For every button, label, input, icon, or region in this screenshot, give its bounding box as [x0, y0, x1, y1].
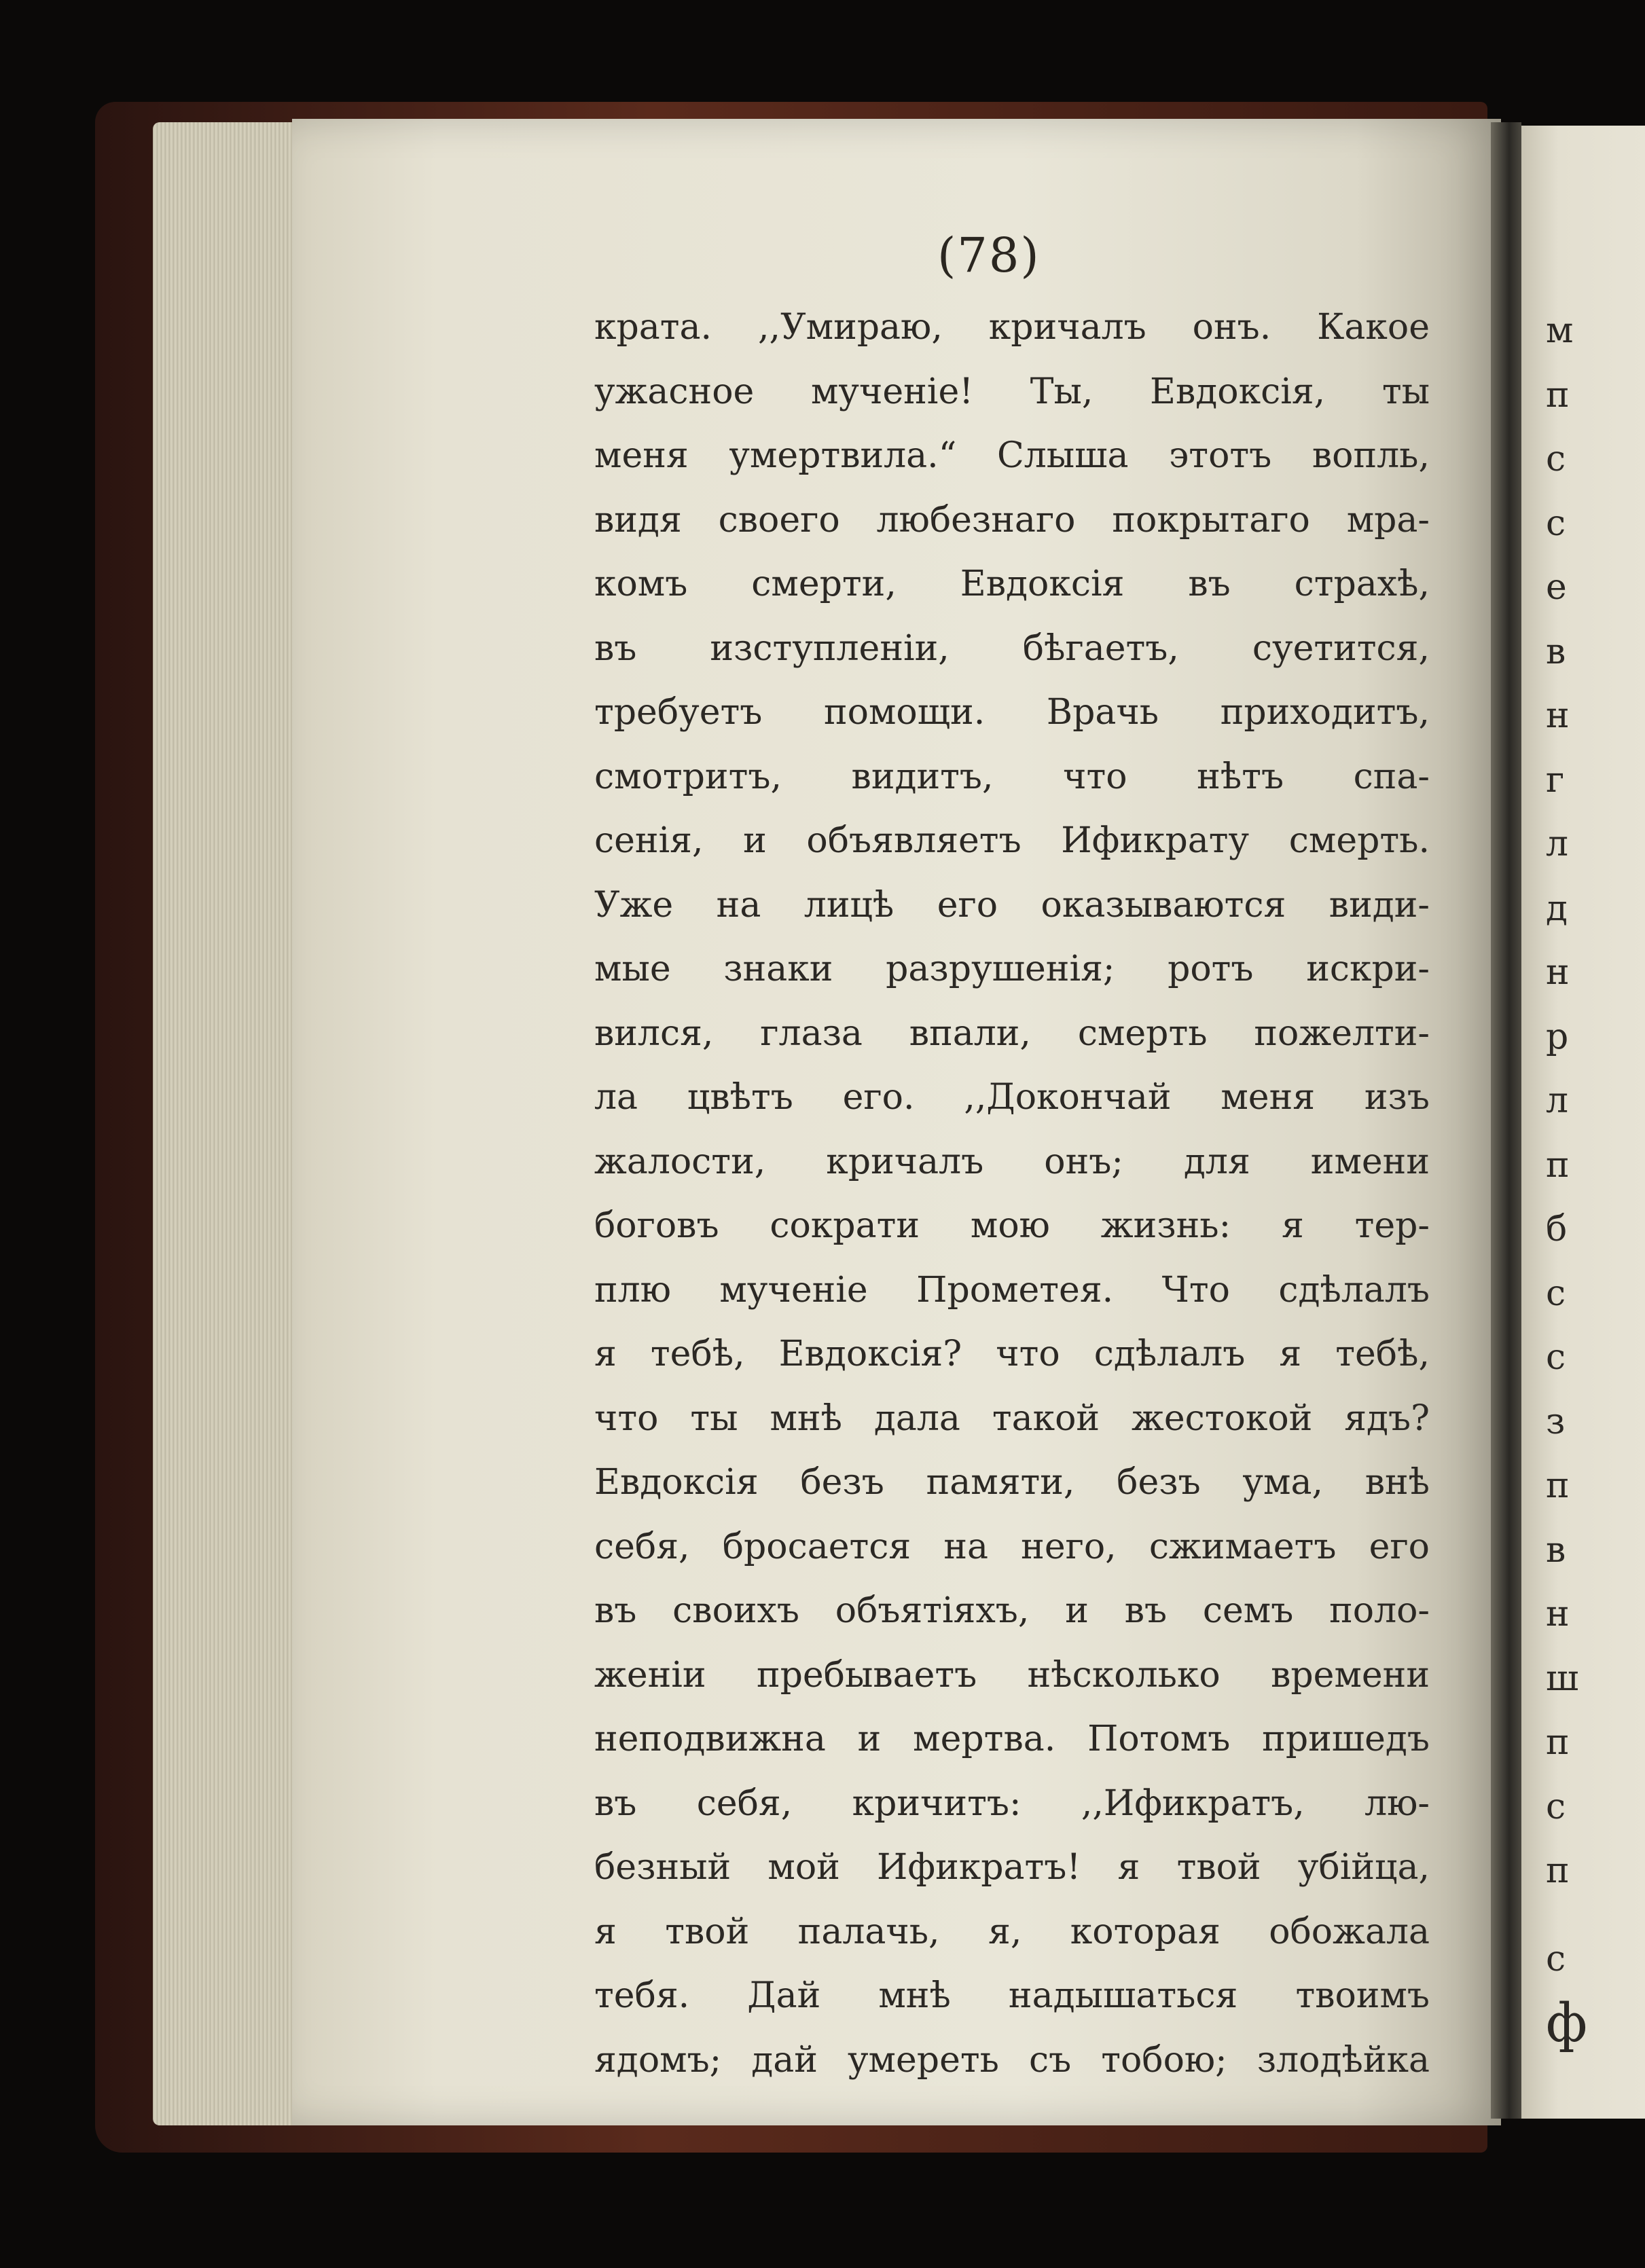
text-line: ла цвѣтъ его. ,,Докончай меня изъ — [594, 1077, 1430, 1118]
right-page-fragment: л — [1546, 1080, 1569, 1121]
right-page-fragment: с — [1546, 1939, 1566, 1979]
text-line: въ себя, кричитъ: ,,Ификратъ, лю- — [594, 1782, 1430, 1824]
text-line: крата. ,,Умираю, кричалъ онъ. Какое — [594, 307, 1430, 348]
text-line: требуетъ помощи. Врачь приходитъ, — [594, 692, 1430, 733]
right-page-fragment: с — [1546, 502, 1566, 544]
text-line: неподвижна и мертва. Потомъ пришедъ — [594, 1719, 1430, 1759]
text-line: въ изступленіи, бѣгаетъ, суетится, — [594, 627, 1430, 669]
book-gutter — [1491, 122, 1521, 2119]
text-line: я твой палачь, я, которая обожала — [594, 1911, 1430, 1952]
text-line: что ты мнѣ дала такой жестокой ядъ? — [594, 1397, 1430, 1439]
right-page-fragment: с — [1546, 439, 1566, 479]
text-line: я тебѣ, Евдоксія? что сдѣлалъ я тебѣ, — [594, 1334, 1430, 1374]
text-line: женіи пребываетъ нѣсколько времени — [594, 1654, 1430, 1696]
right-page-fragment: в — [1546, 631, 1566, 672]
right-page-fragment: д — [1546, 888, 1568, 929]
text-line: тебя. Дай мнѣ надышаться твоимъ — [594, 1975, 1430, 2016]
right-page-fragment: с — [1546, 1786, 1566, 1827]
right-page-fragment: г — [1546, 759, 1565, 801]
text-line: Уже на лицѣ его оказываются види- — [594, 884, 1430, 926]
text-line: безный мой Ификратъ! я твой убійца, — [594, 1847, 1430, 1888]
right-page-fragment: в — [1546, 1529, 1566, 1571]
text-line: боговъ сократи мою жизнь: я тер- — [594, 1205, 1430, 1246]
page-edges — [153, 122, 302, 2125]
text-line: мые знаки разрушенія; ротъ искри- — [594, 949, 1430, 989]
right-page-fragment: н — [1546, 952, 1570, 993]
right-page-fragment: н — [1546, 1594, 1570, 1634]
right-page-fragment: р — [1546, 1016, 1569, 1057]
text-line: сенія, и объявляетъ Ификрату смерть. — [594, 820, 1430, 861]
right-page-fragment: с — [1546, 1337, 1566, 1378]
right-page-fragment: п — [1546, 1144, 1570, 1186]
text-line: плю мученіе Прометея. Что сдѣлалъ — [594, 1269, 1430, 1311]
page-number: (78) — [937, 227, 1041, 283]
right-page-fragments — [1546, 299, 1641, 2055]
text-line: комъ смерти, Евдоксія въ страхѣ, — [594, 564, 1430, 604]
text-line: смотритъ, видитъ, что нѣтъ спа- — [594, 756, 1430, 797]
right-page-fragment: п — [1546, 374, 1570, 416]
right-page-fragment: м — [1546, 310, 1574, 351]
right-page-fragment: н — [1546, 695, 1570, 736]
text-line: ядомъ; дай умереть съ тобою; злодѣйка — [594, 2039, 1430, 2081]
right-page-fragment: с — [1546, 1273, 1566, 1314]
text-line: жалости, кричалъ онъ; для имени — [594, 1141, 1430, 1182]
right-page-fragment: ф — [1546, 1992, 1588, 2054]
right-page-fragment: е — [1546, 567, 1567, 608]
right-page-fragment: л — [1546, 824, 1569, 864]
right-page-fragment: п — [1546, 1465, 1570, 1506]
right-page-fragment: п — [1546, 1850, 1570, 1891]
text-line: въ своихъ объятіяхъ, и въ семъ поло- — [594, 1590, 1430, 1631]
right-page-fragment: ш — [1546, 1658, 1579, 1699]
right-page-fragment: з — [1546, 1401, 1566, 1442]
text-line: Евдоксія безъ памяти, безъ ума, внѣ — [594, 1462, 1430, 1503]
body-text — [594, 295, 1430, 2092]
text-line: ужасное мученіе! Ты, Евдоксія, ты — [594, 371, 1430, 412]
right-page-fragment: п — [1546, 1722, 1570, 1763]
text-line: себя, бросается на него, сжимаетъ его — [594, 1526, 1430, 1567]
text-line: меня умертвила.“ Слыша этотъ вопль, — [594, 435, 1430, 476]
text-line: вился, глаза впали, смерть пожелти- — [594, 1012, 1430, 1054]
text-line: видя своего любезнаго покрытаго мра- — [594, 499, 1430, 541]
right-page-fragment: б — [1546, 1209, 1568, 1249]
